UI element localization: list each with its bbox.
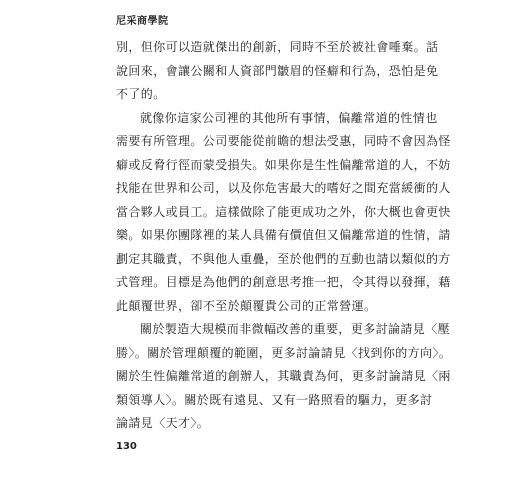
text-line: 需要有所管理。公司要能從前瞻的想法受惠，同時不會因為怪 — [116, 134, 451, 148]
body-text — [116, 36, 452, 436]
text-line: 論請見〈天才〉。 — [116, 416, 210, 430]
text-line: 癖或反脅行徑而蒙受損失。如果你是生性偏離常道的人，不妨 — [116, 157, 451, 172]
text-line: 樂。如果你團隊裡的某人具備有價值但又偏離常道的性情，請 — [116, 228, 451, 242]
text-line: 當合夥人或員工。這樣做除了能更成功之外，你大概也會更快 — [116, 204, 451, 219]
text-line: 不了的。 — [116, 87, 166, 101]
paragraph-start-line: 就像你這家公司裡的其他所有事情，偏離常道的性情也 — [140, 110, 438, 125]
page-number: 130 — [116, 441, 137, 452]
text-line: 找能在世界和公司，以及你危害最大的嗜好之間充當緩衝的人 — [116, 181, 451, 195]
text-line: 劃定其職責，不與他人重疊，至於他們的互動也請以類似的方 — [116, 251, 451, 266]
text-line: 此顛覆世界，卻不至於顛覆貴公司的正常營運。 — [116, 298, 377, 313]
text-line: 關於生性偏離常道的創辦人，其職責為何，更多討論請見〈兩 — [116, 369, 451, 383]
text-line: 勝〉。關於管理顛覆的範圍，更多討論請見〈找到你的方向〉。 — [116, 345, 452, 360]
text-line: 式管理。目標是為他們的創意思考推一把，令其得以發揮，藉 — [116, 275, 451, 289]
text-line: 類領導人〉。關於既有遠見、又有一路照看的驅力，更多討 — [116, 392, 433, 407]
text-line: 別，但你可以造就傑出的創新，同時不至於被社會唾棄。話 — [116, 40, 439, 54]
running-header: 尼采商學院 — [116, 16, 169, 27]
paragraph-start-line: 關於製造大規模而非微幅改善的重要，更多討論請見〈壓 — [140, 322, 451, 336]
text-line: 說回來，會讓公關和人資部門皺眉的怪癖和行為，恐怕是免 — [116, 63, 439, 78]
